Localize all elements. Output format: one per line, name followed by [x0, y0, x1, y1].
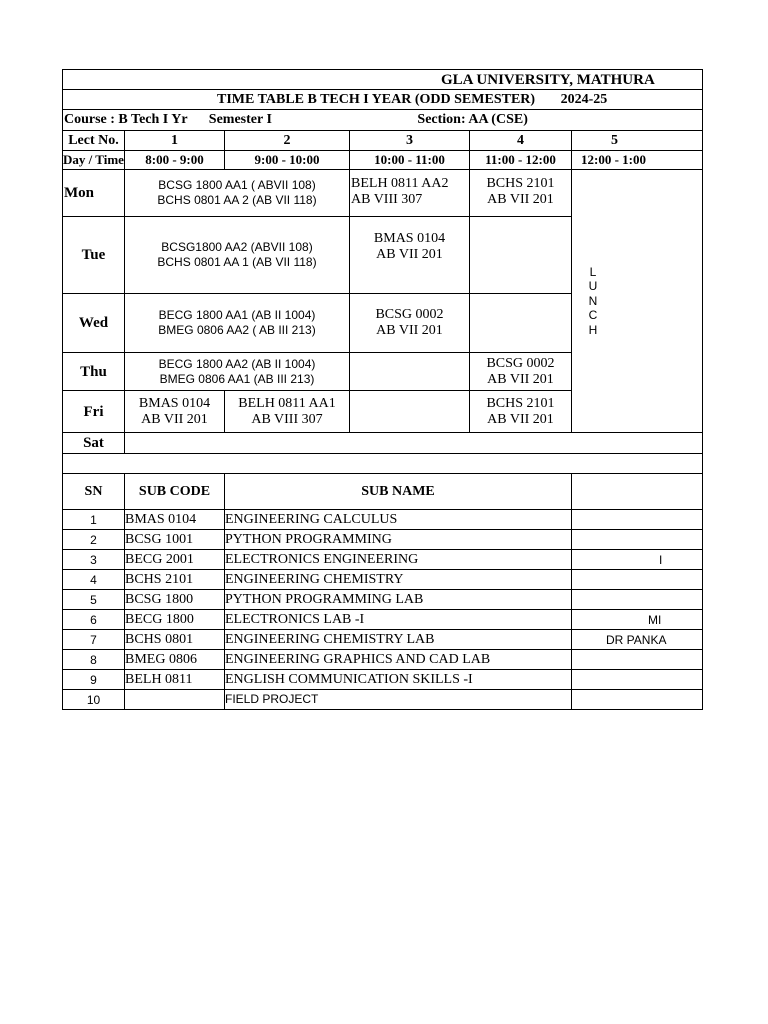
subject-sn: 8: [63, 650, 125, 670]
lecture-code: BELH 0811 AA1: [238, 395, 336, 411]
day-time-label: Day / Time: [63, 151, 125, 170]
subject-row: [63, 510, 703, 530]
lunch-letter: U: [588, 279, 598, 294]
session-year: 2024-25: [560, 91, 608, 107]
subject-row: [63, 630, 703, 650]
day-label: Fri: [63, 391, 125, 433]
timetable-sheet: [62, 69, 667, 710]
university-title: GLA UNIVERSITY, MATHURA: [63, 70, 703, 90]
subject-faculty: [572, 650, 703, 670]
subject-code: BECG 2001: [125, 550, 225, 570]
subject-code: BCHS 2101: [125, 570, 225, 590]
day-row-mon: [63, 170, 703, 217]
lecture-number-row: [63, 131, 703, 151]
subject-sn: 10: [63, 690, 125, 710]
empty-slot: [350, 391, 470, 433]
subject-code: BCHS 0801: [125, 630, 225, 650]
subject-code: [125, 690, 225, 710]
subject-sn: 3: [63, 550, 125, 570]
lect-number-3: 3: [350, 131, 470, 151]
course-info-row: [63, 110, 703, 131]
day-label: Tue: [63, 217, 125, 294]
empty-slot: [470, 217, 572, 294]
day-row-sat: [63, 433, 703, 454]
faculty-header: [572, 474, 703, 510]
subject-sn: 7: [63, 630, 125, 650]
timetable-title-text: TIME TABLE B TECH I YEAR (ODD SEMESTER): [217, 91, 536, 107]
lunch-letter: H: [588, 322, 598, 337]
lecture-room: AB VII 201: [376, 323, 443, 338]
subject-sn: 6: [63, 610, 125, 630]
subject-name: ENGINEERING CALCULUS: [225, 510, 572, 530]
sub-name-header: SUB NAME: [225, 474, 572, 510]
subject-row: [63, 550, 703, 570]
subject-code: BMAS 0104: [125, 510, 225, 530]
timetable-grid: [62, 69, 703, 474]
day-label: Thu: [63, 353, 125, 391]
subject-sn: 9: [63, 670, 125, 690]
lect-no-label: Lect No.: [63, 131, 125, 151]
separator-row: [63, 454, 703, 474]
lect-number-5: 5: [572, 131, 703, 151]
lab-line: BECG 1800 AA1 (AB II 1004): [158, 308, 316, 322]
time-slot-row: [63, 151, 703, 170]
time-slot-5: 12:00 - 1:00: [572, 151, 703, 170]
lunch-letter: L: [589, 264, 597, 279]
time-slot-4: 11:00 - 12:00: [470, 151, 572, 170]
lab-slot: [125, 353, 350, 391]
lecture-slot: [350, 217, 470, 294]
subject-faculty: [572, 690, 703, 710]
time-slot-2: 9:00 - 10:00: [225, 151, 350, 170]
lect-number-2: 2: [225, 131, 350, 151]
subject-name: ENGINEERING GRAPHICS AND CAD LAB: [225, 650, 572, 670]
sub-code-header: SUB CODE: [125, 474, 225, 510]
lab-slot: [125, 217, 350, 294]
lecture-room: AB VIII 307: [251, 411, 323, 427]
subject-code: BELH 0811: [125, 670, 225, 690]
lecture-room: AB VII 201: [487, 192, 554, 207]
lecture-slot: [470, 391, 572, 433]
lunch-letter: N: [588, 293, 598, 308]
subject-code: BCSG 1001: [125, 530, 225, 550]
subject-faculty: I: [572, 550, 703, 570]
lab-line: BCSG1800 AA2 (ABVII 108): [161, 240, 313, 254]
course-label: Course : B Tech I Yr: [64, 112, 188, 127]
lecture-room: AB VII 201: [376, 247, 443, 262]
subject-sn: 1: [63, 510, 125, 530]
lecture-slot: [350, 170, 470, 217]
subject-row: [63, 650, 703, 670]
lecture-slot: [470, 170, 572, 217]
subject-faculty: [572, 570, 703, 590]
subject-name: ELECTRONICS ENGINEERING: [225, 550, 572, 570]
time-slot-3: 10:00 - 11:00: [350, 151, 470, 170]
timetable-title: [63, 90, 703, 110]
lecture-room: AB VII 201: [487, 371, 554, 387]
subject-name: ENGINEERING CHEMISTRY LAB: [225, 630, 572, 650]
subject-row: [63, 670, 703, 690]
lab-line: BCHS 0801 AA 2 (AB VII 118): [157, 193, 317, 207]
lunch-letter: C: [588, 308, 598, 323]
semester-label: Semester I: [208, 112, 272, 127]
lab-slot: [125, 170, 350, 217]
subject-name: ENGINEERING CHEMISTRY: [225, 570, 572, 590]
subject-name: ELECTRONICS LAB -I: [225, 610, 572, 630]
subject-row: [63, 610, 703, 630]
sn-header: SN: [63, 474, 125, 510]
subject-name: PYTHON PROGRAMMING: [225, 530, 572, 550]
subject-row: [63, 570, 703, 590]
lecture-code: BMAS 0104: [373, 231, 446, 246]
subject-sn: 5: [63, 590, 125, 610]
lect-number-4: 4: [470, 131, 572, 151]
subject-faculty: MI: [572, 610, 703, 630]
lecture-code: BELH 0811 AA2: [351, 176, 449, 191]
subject-code: BCSG 1800: [125, 590, 225, 610]
day-label: Mon: [63, 170, 125, 217]
subject-row: [63, 590, 703, 610]
day-label: Sat: [63, 433, 125, 454]
lab-line: BMEG 0806 AA2 ( AB III 213): [158, 323, 316, 337]
lecture-slot: [125, 391, 225, 433]
subject-faculty: DR PANKA: [572, 630, 703, 650]
lecture-code: BMAS 0104: [138, 395, 211, 411]
lecture-room: AB VII 201: [487, 411, 554, 427]
lecture-code: BCSG 0002: [375, 307, 444, 322]
subject-faculty: [572, 670, 703, 690]
empty-slot: [350, 353, 470, 391]
section-label: Section: AA (CSE): [417, 112, 528, 127]
subject-faculty: [572, 530, 703, 550]
lunch-break: [572, 170, 703, 433]
lab-line: BMEG 0806 AA1 (AB III 213): [159, 371, 315, 386]
subject-faculty: [572, 510, 703, 530]
lect-number-1: 1: [125, 131, 225, 151]
subject-name: FIELD PROJECT: [225, 690, 572, 710]
lecture-slot: [225, 391, 350, 433]
subject-name: PYTHON PROGRAMMING LAB: [225, 590, 572, 610]
subject-sn: 4: [63, 570, 125, 590]
lab-line: BCHS 0801 AA 1 (AB VII 118): [157, 255, 317, 269]
lecture-code: BCHS 2101: [486, 395, 555, 411]
empty-slot: [125, 433, 703, 454]
subject-code: BMEG 0806: [125, 650, 225, 670]
lecture-code: BCHS 2101: [486, 176, 555, 191]
empty-slot: [470, 294, 572, 353]
day-label: Wed: [63, 294, 125, 353]
subject-faculty: [572, 590, 703, 610]
subject-name: ENGLISH COMMUNICATION SKILLS -I: [225, 670, 572, 690]
subject-row: [63, 530, 703, 550]
lab-line: BCSG 1800 AA1 ( ABVII 108): [158, 178, 316, 192]
subject-header-row: [63, 474, 703, 510]
lab-line: BECG 1800 AA2 (AB II 1004): [158, 356, 316, 371]
lecture-slot: [470, 353, 572, 391]
subject-sn: 2: [63, 530, 125, 550]
lecture-code: BCSG 0002: [486, 355, 555, 371]
lab-slot: [125, 294, 350, 353]
subject-row: [63, 690, 703, 710]
subject-table: [62, 473, 703, 710]
lecture-slot: [350, 294, 470, 353]
lecture-room: AB VII 201: [141, 411, 208, 427]
subject-code: BECG 1800: [125, 610, 225, 630]
time-slot-1: 8:00 - 9:00: [125, 151, 225, 170]
lecture-room: AB VIII 307: [351, 192, 423, 207]
